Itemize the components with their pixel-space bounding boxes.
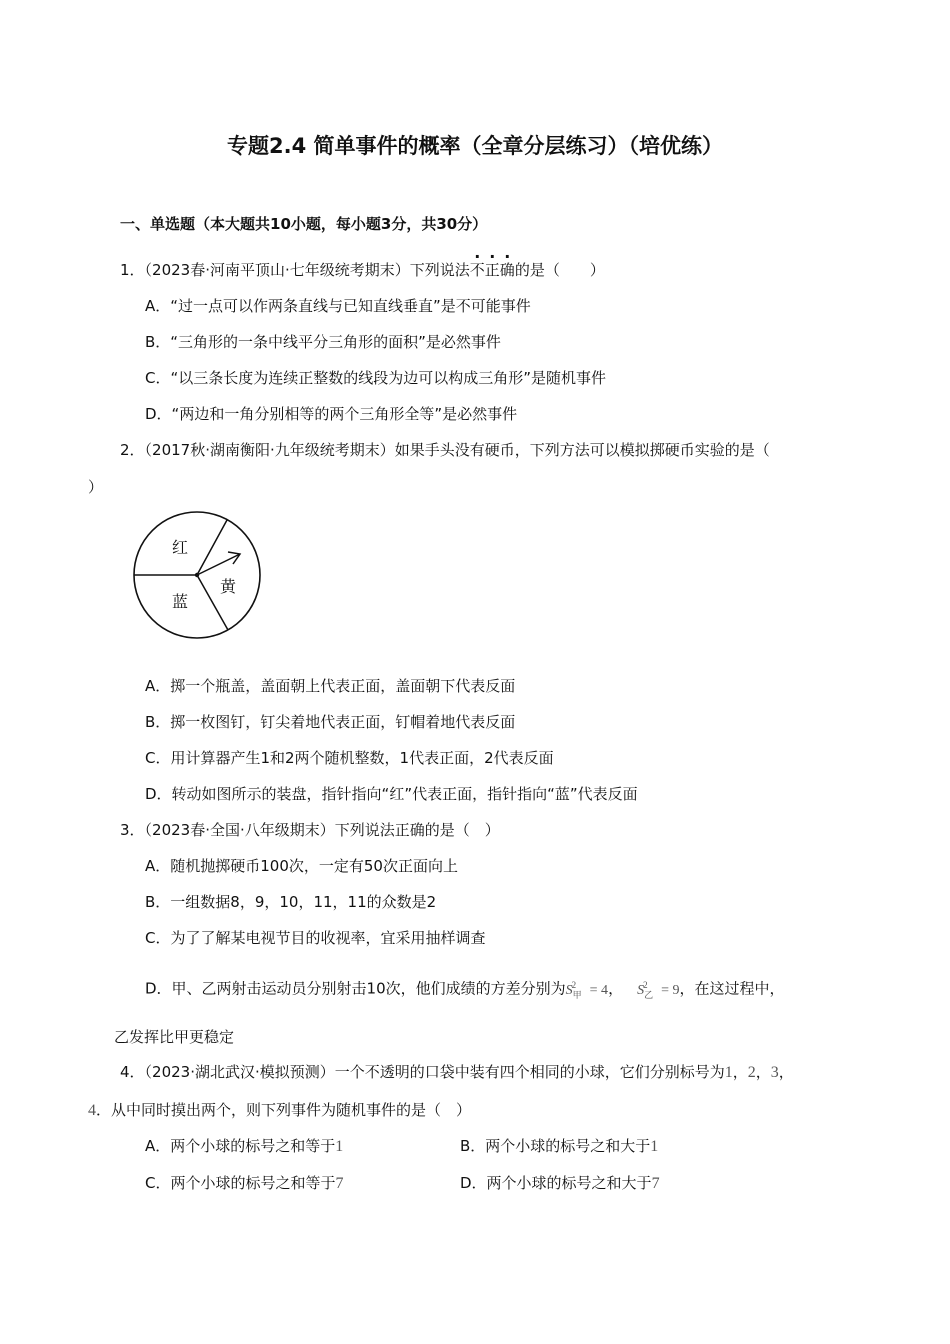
option-d: D．“两边和一角分别相等的两个三角形全等”是必然事件	[145, 405, 518, 423]
option-number: 1	[335, 1138, 344, 1155]
arrow-head	[228, 552, 240, 564]
option-a: A．“过一点可以作两条直线与已知直线垂直”是不可能事件	[145, 297, 531, 315]
option-a: A．随机抛掷硬币100次，一定有50次正面向上	[145, 857, 458, 875]
variance-sub: 乙	[644, 989, 654, 1000]
question-text: ．从中同时摸出两个，则下列事件为随机事件的是（ ）	[96, 1101, 472, 1119]
center-pivot	[195, 573, 199, 577]
option-d	[145, 975, 785, 1004]
variance-sup: 2	[571, 980, 577, 990]
option-number: 1	[650, 1138, 659, 1155]
question-text: （2023春·全国·八年级期末）下列说法正确的是（ ）	[144, 821, 500, 839]
label-yellow: 黄	[220, 577, 237, 596]
option-number: 7	[651, 1175, 660, 1192]
variance-symbol: S	[565, 982, 573, 998]
question-4-continued	[88, 1100, 471, 1121]
ball-number: 3	[770, 1064, 779, 1081]
option-d-text: D．甲、乙两射击运动员分别射击10次，他们成绩的方差分别为	[145, 979, 566, 998]
question-number: 1．	[120, 261, 145, 279]
question-number: 4．	[120, 1063, 145, 1081]
option-b	[460, 1136, 658, 1157]
emphasis-char: 不	[469, 261, 485, 279]
question-number: 3．	[120, 821, 145, 839]
question-source: （2023春·河南平顶山·七年级统考期末）下列说法	[144, 261, 470, 279]
variance-symbol: S	[637, 982, 645, 998]
option-d-text: ，在这过程中，	[679, 979, 785, 998]
question-2-continued: ）	[88, 478, 104, 496]
option-c: C．“以三条长度为连续正整数的线段为边可以构成三角形”是随机事件	[145, 369, 607, 387]
option-b: B．“三角形的一条中线平分三角形的面积”是必然事件	[145, 333, 501, 351]
divider-line	[197, 520, 227, 575]
option-c: C．为了了解某电视节目的收视率，宜采用抽样调查	[145, 929, 486, 947]
question-1	[120, 260, 605, 280]
emphasis-char: 正	[484, 261, 500, 279]
option-b: B．掷一枚图钉，钉尖着地代表正面，钉帽着地代表反面	[145, 713, 516, 731]
option-a	[145, 1136, 343, 1157]
question-number: 2．	[120, 441, 145, 459]
separator: ，	[755, 1063, 771, 1081]
ball-number: 2	[747, 1064, 756, 1081]
comma: ，	[608, 979, 624, 998]
ball-number: 1	[724, 1064, 733, 1081]
variance-value: = 4	[586, 982, 609, 998]
label-blue: 蓝	[172, 592, 189, 611]
variance-sup: 2	[643, 980, 648, 990]
emphasis-char: 确	[499, 261, 515, 279]
option-d-continued: 乙发挥比甲更稳定	[114, 1028, 235, 1046]
question-2	[120, 440, 770, 460]
option-text: B．两个小球的标号之和大于	[460, 1137, 651, 1155]
option-b: B．一组数据8，9，10，11，11的众数是2	[145, 893, 437, 911]
page-title: 专题2.4 简单事件的概率（全章分层练习）（培优练）	[226, 134, 723, 158]
separator: ，	[778, 1063, 794, 1081]
question-tail: 的是（ ）	[514, 261, 605, 279]
option-number: 7	[335, 1175, 344, 1192]
question-text: （2017秋·湖南衡阳·九年级统考期末）如果手头没有硬币，下列方法可以模拟掷硬币实验的是（	[144, 441, 770, 459]
question-4	[120, 1062, 794, 1083]
option-d: D．转动如图所示的装盘，指针指向“红”代表正面，指针指向“蓝”代表反面	[145, 785, 638, 803]
question-3	[120, 820, 500, 840]
label-red: 红	[172, 538, 189, 557]
variance-yi	[637, 980, 680, 1000]
option-text: A．两个小球的标号之和等于	[145, 1137, 336, 1155]
option-text: D．两个小球的标号之和大于	[460, 1174, 652, 1192]
variance-jia	[565, 980, 609, 1000]
option-a: A．掷一个瓶盖，盖面朝上代表正面，盖面朝下代表反面	[145, 677, 516, 695]
option-c: C．用计算器产生1和2两个随机整数，1代表正面，2代表反面	[145, 749, 554, 767]
variance-value: = 9	[657, 982, 680, 998]
separator: ，	[732, 1063, 748, 1081]
option-c	[145, 1173, 343, 1194]
option-text: C．两个小球的标号之和等于	[145, 1174, 336, 1192]
spinner-diagram	[128, 510, 268, 640]
variance-sub: 甲	[572, 989, 582, 1000]
option-d	[460, 1173, 660, 1194]
section-heading: 一、单选题（本大题共10小题，每小题3分，共30分）	[120, 215, 488, 233]
ball-number: 4	[88, 1102, 96, 1119]
question-text: （2023·湖北武汉·模拟预测）一个不透明的口袋中装有四个相同的小球，它们分别标号为	[144, 1063, 725, 1081]
